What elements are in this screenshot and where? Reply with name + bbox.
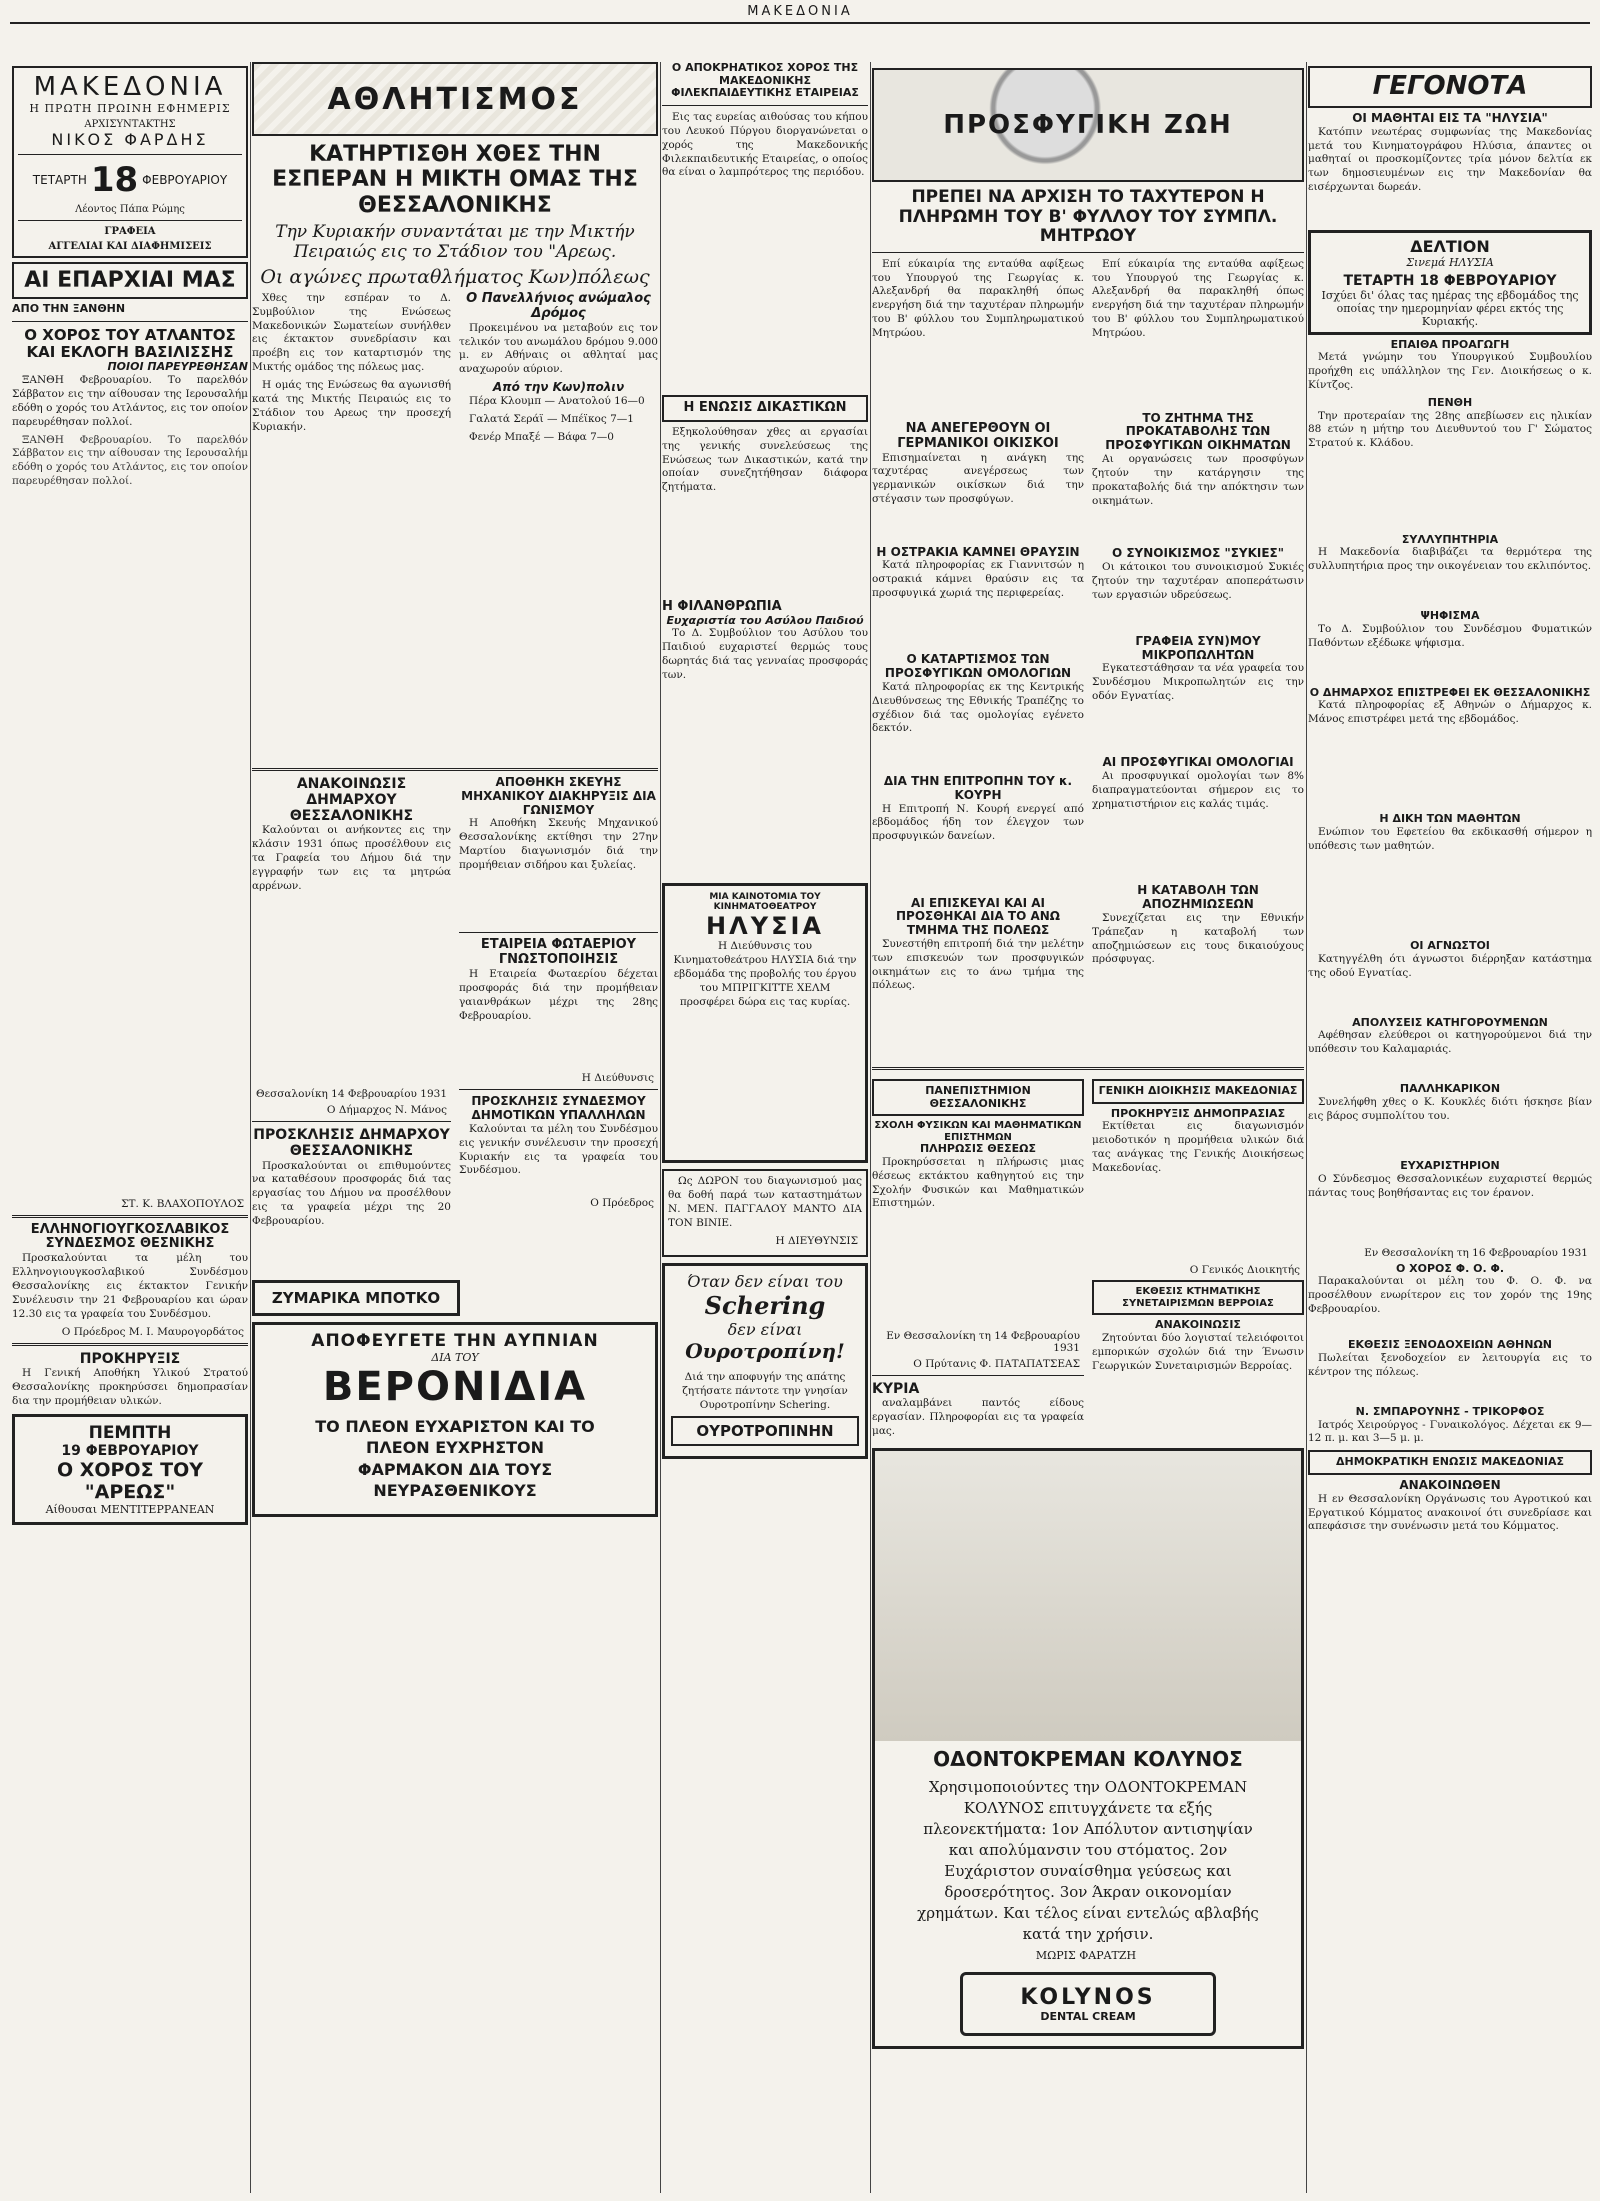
- announce-date: Θεσσαλονίκη 14 Φεβρουαρίου 1931: [256, 1088, 447, 1101]
- announce-text: Καλούνται οι ανήκοντες εις την κλάσιν 1931 όπως προσέλθουν εις τα Γραφεία του Δήμου διά την εγγραφήν των εις τα μητρώα αρρένων.: [252, 824, 451, 892]
- union-text: Εξηκολούθησαν χθες αι εργασίαι της γενικής συνελεύσεως της Ενώσεως των Δικαστικών, κατά την οποίαν συνεζητήθησαν διάφορα ζητήματα.: [662, 425, 868, 494]
- mourn-text: Την προτεραίαν της 28ης απεβίωσεν εις ηλικίαν 88 ετών η μήτηρ του Διευθυντού του Γ' Σώματος Στρατού κ. Κλάδου.: [1308, 409, 1592, 450]
- sports-banner: ΑΘΛΗΤΙΣΜΟΣ: [252, 62, 658, 136]
- kolynos-dealer: ΜΩΡΙΣ ΦΑΡΑΤΖΗ: [1035, 1949, 1137, 1963]
- offices-text: Εγκατεστάθησαν τα νέα γραφεία του Συνδέσμου Μικροπωλητών εις την οδόν Εγνατίας.: [1092, 662, 1304, 703]
- thanks-text: Ο Σύνδεσμος Θεσσαλονικέων ευχαριστεί θερμώς πάντας τους βοηθήσαντας εις τον έρανον.: [1308, 1172, 1592, 1199]
- univ-signature: Ο Πρύτανις Φ. ΠΑΤΑΠΑΤΣΕΑΣ: [913, 1357, 1080, 1370]
- refugees-text: Κατά πληροφορίας εκ της Κεντρικής Διευθύνσεως της Εθνικής Τραπέζης το σχέδιον διά τας ομολογίας εγένετο δεκτόν.: [872, 680, 1084, 735]
- masthead-saint: Λέοντος Πάπα Ρώμης: [75, 204, 185, 215]
- facts-header: ΓΕΓΟΝΟΤΑ: [1308, 66, 1592, 108]
- govt-text: Εκτίθεται εις διαγωνισμόν μειοδοτικόν η προμήθεια υλικών διά τας ανάγκας της Γενικής Διοικήσεως Μακεδονίας.: [1092, 1120, 1304, 1174]
- kolynos-tube: [960, 1972, 1216, 2036]
- masthead-founder: ΝΙΚΟΣ ΦΑΡΔΗΣ: [51, 130, 209, 149]
- masthead-date: [18, 160, 242, 200]
- refugee-body: [872, 258, 1304, 1062]
- kolynos-text: Χρησιμοποιούντες την ΟΔΟΝΤΟΚΡΕΜΑΝ ΚΟΛΥΝΟΣ επιτυγχάνετε τα εξής πλεονεκτήματα: 1ον Απόλυτον αντισηψίαν και απολύμανσιν του στόματος. 2ον Ευχάριστον συναίσθημα γεύσεως και δροσερότητος. 3ον Άκραν οικονομίαν χρημάτων. Και τέλος είναι εντελώς αβλαβής κατά την χρήσιν.: [917, 1778, 1259, 1944]
- constantinople-headline: Από την Κων)πολιν: [492, 380, 625, 395]
- insomnia-line: ΑΠΟΦΕΥΓΕΤΕ ΤΗΝ ΑΥΠΝΙΑΝ: [311, 1330, 599, 1351]
- pasta-ad: [252, 1280, 460, 1316]
- hellenic-text: Προσκαλούνται τα μέλη του Ελληνογιουγκοσλαβικού Συνδέσμου Θεσσαλονίκης εις έκτακτον Γενικήν Συνέλευσιν την 21 Φεβρουαρίου και ώραν 12.30 εις τα γραφεία του Συνδέσμου.: [12, 1252, 248, 1320]
- univ-text: Προκηρύσσεται η πλήρωσις μιας θέσεως εκτάκτου καθηγητού εις την Σχολήν Φυσικών και Μαθηματικών Επιστημών.: [872, 1155, 1084, 1210]
- condolences-text: Η Μακεδονία διαβιβάζει τα θερμότερα της συλλυπητήρια προς την οικογένειαν του εκλιπόντος.: [1308, 546, 1592, 573]
- announce-headline: ΑΝΑΚΟΙΝΩΣΙΣ ΔΗΜΑΡΧΟΥ ΘΕΣΣΑΛΟΝΙΚΗΣ: [289, 776, 414, 825]
- column-rule: [1306, 62, 1307, 2193]
- column-rule: [870, 62, 871, 2193]
- masthead-title: ΜΑΚΕΔΟΝΙΑ: [33, 72, 227, 102]
- atlantic-text: ΞΑΝΘΗ Φεβρουαρίου. Το παρελθόν Σάββατον εις την αίθουσαν της Ιερουσαλήμ εδόθη ο χορός του Ατλάντος, εις τον οποίον παρευρέθησαν πολλοί.: [12, 374, 248, 428]
- student-trial-text: Ενώπιον του Εφετείου θα εκδικασθή σήμερον η υπόθεσις των μαθητών.: [1308, 826, 1592, 852]
- marathon-text: Προκειμένου να μεταβούν εις τον τελικόν του ανωμάλου δρόμου 9.000 μ. εν Αθήναις οι αθληταί μας αναχωρούν αύριον.: [459, 321, 658, 376]
- repairs-headline: ΑΙ ΕΠΙΣΚΕΥΑΙ ΚΑΙ ΑΙ ΠΡΟΣΘΗΚΑΙ ΔΙΑ ΤΟ ΑΝΩ ΤΜΗΜΑ ΤΗΣ ΠΟΛΕΩΣ: [895, 895, 1061, 938]
- ares-ad-venue: Αίθουσαι ΜΕΝΤΙΤΕΡΡΑΝΕΑΝ: [45, 1503, 215, 1517]
- democratic-union-headline: ΔΗΜΟΚΡΑΤΙΚΗ ΕΝΩΣΙΣ ΜΑΚΕΔΟΝΙΑΣ: [1308, 1450, 1592, 1475]
- charity-text: Το Δ. Συμβούλιον του Ασύλου του Παιδιού ευχαριστεί θερμώς τους δωρητάς διά τας γενναίας προσφοράς των.: [662, 627, 868, 682]
- column-rule: [660, 62, 661, 2193]
- atlantic-subhead: ΠΟΙΟΙ ΠΑΡΕΥΡΕΘΗΣΑΝ: [107, 360, 248, 374]
- gift-signature: Η ΔΙΕΥΘΥΝΣΙΣ: [775, 1234, 858, 1247]
- hellenic-headline: ΕΛΛΗΝΟΓΙΟΥΓΚΟΣΛΑΒΙΚΟΣ ΣΥΝΔΕΣΜΟΣ ΘΕΣΝΙΚΗΣ: [30, 1221, 230, 1252]
- column-5: [1308, 62, 1592, 2193]
- games-headline: Οι αγώνες πρωταθλήματος Κων)πόλεως: [260, 265, 650, 288]
- veronidia-ad: [252, 1322, 658, 1517]
- fof-dance-text: Παρακαλούνται οι μέλη του Φ. Ο. Φ. να προσέλθουν ενωρίτερον εις τον χορόν της 19ης Φεβρουαρίου.: [1308, 1275, 1592, 1316]
- sports-subhead: Την Κυριακήν συναντάται με την Μικτήν Πειραιώς εις το Στάδιον του "Αρεως.: [275, 221, 635, 262]
- brave-text: Συνελήφθη χθες ο Κ. Κουκλές διότι ήσκησε βίαν εις βάρος συμπολίτου του.: [1308, 1096, 1592, 1122]
- xanthi-signature: ΣΤ. Κ. ΒΛΑΧΟΠΟΥΛΟΣ: [121, 1197, 244, 1210]
- mayor-headline: Ο ΔΗΜΑΡΧΟΣ ΕΠΙΣΤΡΕΦΕΙ ΕΚ ΘΕΣΣΑΛΟΝΙΚΗΣ: [1309, 685, 1591, 699]
- pasta-ad-title: ΖΥΜΑΡΙΚΑ ΜΠΟΤΚΟ: [271, 1288, 441, 1307]
- hellenic-signature: Ο Πρόεδρος Μ. Ι. Μαυρογορδάτος: [61, 1325, 244, 1338]
- gas-headline: ΕΤΑΙΡΕΙΑ ΦΩΤΑΕΡΙΟΥ ΓΝΩΣΤΟΠΟΙΗΣΙΣ: [480, 937, 637, 968]
- column-2: [252, 62, 658, 2193]
- kolynos-illustration: [875, 1451, 1301, 1741]
- vote-text: Το Δ. Συμβούλιον του Συνδέσμου Φυματικών Παθόντων εξέδωκε ψήφισμα.: [1308, 622, 1592, 649]
- govt-signature: Ο Γενικός Διοικητής: [1189, 1264, 1300, 1277]
- bulletin-date: ΤΕΤΑΡΤΗ 18 ΦΕΒΡΟΥΑΡΙΟΥ: [1343, 272, 1557, 289]
- notices-body: [252, 776, 658, 1273]
- tender-headline: ΠΡΟΚΗΡΥΞΙΣ: [79, 1350, 181, 1367]
- kouri-headline: ΔΙΑ ΤΗΝ ΕΠΙΤΡΟΠΗΝ ΤΟΥ κ. ΚΟΥΡΗ: [883, 773, 1073, 802]
- kouri-text: Η Επιτροπή Ν. Κουρή ενεργεί από εβδομάδος ήδη τον έλεγχον των προσφυγικών δανείων.: [872, 802, 1084, 843]
- charity-headline: Η ΦΙΛΑΝΘΡΩΠΙΑ: [662, 598, 782, 614]
- sports-body: [252, 292, 658, 763]
- fof-dance-headline: Ο ΧΟΡΟΣ Φ. Ο. Φ.: [1395, 1261, 1505, 1275]
- mech-text: Η Αποθήκη Σκευής Μηχανικού Θεσσαλονίκης εκτίθησι την 27ην Μαρτίου διαγωνισμόν διά την προμήθειαν σιδήρου και ξυλείας.: [459, 817, 658, 872]
- refugee-text-continued: Επί εύκαιρία της ενταύθα αφίξεως του Υπουργού της Γεωργίας κ. Αλεξανδρή θα παρακληθή όπως ενεργήση διά την ταχυτέραν πληρωμήν του Β' φύλλου του Συμπληρωματικού Μητρώου.: [1092, 257, 1304, 339]
- unknown-text: Κατηγγέλθη ότι άγνωστοι διέρρηξαν κατάστημα της οδού Εγνατίας.: [1308, 952, 1592, 979]
- civil-headline: ΠΡΟΣΚΛΗΣΙΣ ΣΥΝΔΕΣΜΟΥ ΔΗΜΟΤΙΚΩΝ ΥΠΑΛΛΗΛΩΝ: [471, 1094, 646, 1123]
- thanks-headline: ΕΥΧΑΡΙΣΤΗΡΙΟΝ: [1400, 1159, 1500, 1173]
- condolences-headline: ΣΥΛΛΥΠΗΤΗΡΙΑ: [1401, 532, 1499, 546]
- gift-text: Ως ΔΩΡΟΝ του διαγωνισμού μας θα δοθή παρά των καταστημάτων Ν. ΜΕΝ. ΠΑΓΓΑΛΟΥ ΜΑΝΤΟ ΔΙΑ ΤΟΝ ΒΙΝΙΕ.: [668, 1175, 862, 1230]
- column-1: [12, 62, 248, 2193]
- univ-subhead-2: ΠΛΗΡΩΣΙΣ ΘΕΣΕΩΣ: [919, 1142, 1037, 1156]
- invite-text: Προσκαλούνται οι επιθυμούντες να καταθέσουν προσφοράς διά τας εργασίας του Δήμου να προσέλθουν εις τα γραφεία μέχρι της 20 Φεβρουαρίου.: [252, 1159, 451, 1227]
- bulletin-subtitle: Σινεμά ΗΛΥΣΙΑ: [1406, 255, 1494, 269]
- result-line: Πέρα Κλουμπ — Ανατολού 16—0: [469, 395, 645, 407]
- unknown-headline: ΟΙ ΑΓΝΩΣΤΟΙ: [1410, 939, 1490, 953]
- tender-text: Η Γενική Αποθήκη Υλικού Στρατού Θεσσαλονίκης προκηρύσσει δημοπρασίαν δια την προμήθειαν υλικών.: [12, 1366, 248, 1407]
- student-trial-headline: Η ΔΙΚΗ ΤΩΝ ΜΑΘΗΤΩΝ: [1379, 812, 1521, 826]
- masthead-month: ΦΕΒΡΟΥΑΡΙΟΥ: [142, 173, 228, 187]
- union-headline: Η ΕΝΩΣΙΣ ΔΙΚΑΣΤΙΚΩΝ: [662, 395, 868, 422]
- ostraka-text: Κατά πληροφορίας εκ Γιαννιτσών η οστρακιά κάμνει θραύσιν εις τα προσφυγικά χωριά της περιφερείας.: [872, 559, 1084, 600]
- marathon-headline: Ο Πανελλήνιος ανώμαλος Δρόμος: [466, 290, 651, 321]
- kolynos-ad: [872, 1448, 1304, 2049]
- section-provinces: ΑΙ ΕΠΑΡΧΙΑΙ ΜΑΣ: [12, 262, 248, 299]
- sykies-headline: Ο ΣΥΝΟΙΚΙΣΜΟΣ "ΣΥΚΙΕΣ": [1111, 546, 1284, 561]
- masthead-date-number: 18: [90, 160, 139, 200]
- mourn-headline: ΠΕΝΘΗ: [1427, 395, 1473, 409]
- ares-dance-ad: [12, 1414, 248, 1525]
- dance-text: Εις τας ευρείας αιθούσας του κήπου του Λευκού Πύργου διοργανώνεται ο χορός της Μακεδονικής Φιλεκπαιδευτικής Εταιρείας, ο οποίος θα είναι ο λαμπρότερος της περιόδου.: [662, 110, 868, 179]
- kolynos-tube-brand: KOLYNOS: [1020, 1985, 1156, 2011]
- ares-ad-date: 19 ΦΕΒΡΟΥΑΡΙΟΥ: [61, 1443, 199, 1460]
- release-headline: ΑΠΟΛΥΣΕΙΣ ΚΑΤΗΓΟΡΟΥΜΕΝΩΝ: [1352, 1015, 1548, 1029]
- result-line: Γαλατά Σεράϊ — Μπέϊκος 7—1: [469, 412, 634, 425]
- result-line: Φενέρ Μπαξέ — Βάφα 7—0: [469, 430, 614, 443]
- cinema-small: ΜΙΑ ΚΑΙΝΟΤΟΜΙΑ ΤΟΥ ΚΙΝΗΜΑΤΟΘΕΑΤΡΟΥ: [709, 892, 821, 913]
- cinema-ad: [662, 883, 868, 1163]
- civil-text: Καλούνται τα μέλη του Συνδέσμου εις γενικήν συνέλευσιν την προσεχή Κυριακήν εις τα γραφεία του Συνδέσμου.: [459, 1122, 658, 1177]
- compensation-text: Συνεχίζεται εις την Εθνικήν Τράπεζαν η καταβολή των αποζημιώσεων εις τους δικαιούχους πρόσφυγας.: [1092, 911, 1304, 966]
- masthead-ads: ΑΓΓΕΛΙΑΙ ΚΑΙ ΔΙΑΦΗΜΙΣΕΙΣ: [48, 241, 212, 252]
- cinema-name: ΗΛΥΣΙΑ: [706, 912, 824, 941]
- bulletin-text: Ισχύει δι' όλας τας ημέρας της εβδομάδος της οποίας την ημερομηνίαν φέρει εκτός της Κυριακής.: [1321, 288, 1579, 328]
- bulletin-title: ΔΕΛΤΙΟΝ: [1410, 236, 1490, 256]
- refugee-life-title: ΠΡΟΣΦΥΓΙΚΗ ΖΩΗ: [943, 110, 1233, 140]
- refugees-headline: Ο ΚΑΤΑΡΤΙΣΜΟΣ ΤΩΝ ΠΡΟΣΦΥΓΙΚΩΝ ΟΜΟΛΟΓΙΩΝ: [884, 652, 1072, 681]
- veria-text: Ζητούνται δύο λογισταί τελειόφοιτοι εμπορικών σχολών διά την Ένωσιν Γεωργικών Συνεταιρισμών Βερροίας.: [1092, 1331, 1304, 1372]
- kolynos-tube-sub: DENTAL CREAM: [1040, 2010, 1136, 2024]
- thanks-date: Εν Θεσσαλονίκη τη 16 Φεβρουαρίου 1931: [1364, 1246, 1588, 1259]
- bulletin: [1308, 230, 1592, 335]
- kyria-headline: ΚΥΡΙΑ: [872, 1380, 920, 1397]
- students-headline: ΟΙ ΜΑΘΗΤΑΙ ΕΙΣ ΤΑ "ΗΛΥΣΙΑ": [1352, 110, 1548, 125]
- germans-headline: ΝΑ ΑΝΕΓΕΡΘΟΥΝ ΟΙ ΓΕΡΜΑΝΙΚΟΙ ΟΙΚΙΣΚΟΙ: [897, 420, 1059, 451]
- hotel-text: Πωλείται ξενοδοχείον εν λειτουργία εις το κέντρον της πόλεως.: [1308, 1351, 1592, 1378]
- notices-lower: [872, 1075, 1304, 1443]
- prepay-headline: ΤΟ ΖΗΤΗΜΑ ΤΗΣ ΠΡΟΚΑΤΑΒΟΛΗΣ ΤΩΝ ΠΡΟΣΦΥΓΙΚΩΝ ΟΙΚΗΜΑΤΩΝ: [1105, 410, 1291, 453]
- insomnia-claim: ΤΟ ΠΛΕΟΝ ΕΥΧΑΡΙΣΤΟΝ ΚΑΙ ΤΟ ΠΛΕΟΝ ΕΥΧΡΗΣΤΟΝ ΦΑΡΜΑΚΟΝ ΔΙΑ ΤΟΥΣ ΝΕΥΡΑΣΘΕΝΙΚΟΥΣ: [315, 1416, 595, 1501]
- gas-signature: Η Διεύθυνσις: [581, 1072, 654, 1085]
- top-rule: [10, 22, 1590, 24]
- atlantic-text-continued: ΞΑΝΘΗ Φεβρουαρίου. Το παρελθόν Σάββατον εις την αίθουσαν της Ιερουσαλήμ εδόθη ο χορός του Ατλάντος, εις τον οποίον παρευρέθησαν πολλοί.: [12, 433, 248, 488]
- gas-text: Η Εταιρεία Φωταερίου δέχεται προσφοράς διά την προμήθειαν γαιανθράκων μέχρι της 28ης Φεβρουαρίου.: [459, 968, 658, 1022]
- offices-headline: ΓΡΑΦΕΙΑ ΣΥΝ)ΜΟΥ ΜΙΚΡΟΠΩΛΗΤΩΝ: [1135, 633, 1261, 662]
- refugee-life-banner: [872, 68, 1304, 182]
- ares-ad-day: ΠΕΜΠΤΗ: [88, 1423, 172, 1444]
- masthead-founder-label: ΑΡΧΙΣΥΝΤΑΚΤΗΣ: [84, 119, 176, 130]
- running-head: ΜΑΚΕΔΟΝΙΑ: [747, 4, 853, 19]
- hotel-headline: ΕΚΘΕΣΙΣ ΞΕΝΟΔΟΧΕΙΩΝ ΑΘΗΝΩΝ: [1347, 1338, 1553, 1352]
- sports-text-b: Η ομάς της Ενώσεως θα αγωνισθή κατά της Μικτής Πειραιώς εις το Στάδιον του Αρεως την προσεχή Κυριακήν.: [252, 379, 451, 433]
- kyria-text: αναλαμβάνει παντός είδους εργασίαν. Πληροφορίαι εις τα γραφεία μας.: [872, 1396, 1084, 1437]
- mech-headline: ΑΠΟΘΗΚΗ ΣΚΕΥΗΣ ΜΗΧΑΝΙΚΟΥ ΔΙΑΚΗΡΥΞΙΣ ΔΙΑ ΓΩΝΙΣΜΟΥ: [461, 775, 656, 817]
- urotropin-box: ΟΥΡΟΤΡΟΠΙΝΗΝ: [671, 1416, 859, 1446]
- schering-line-1: Όταν δεν είναι του: [687, 1271, 843, 1291]
- students-text: Κατόπιν νεωτέρας συμφωνίας της Μακεδονίας μετά του Κινηματογράφου Ηλύσια, άπαντες οι μαθηταί οι προσκομίζοντες τρία μόνον δελτία εκ των δημοσιευμένων εις την Μακεδονίαν θα εισέρχωνται δωρεάν.: [1308, 125, 1592, 194]
- from-xanthi: ΑΠΟ ΤΗΝ ΞΑΝΘΗΝ: [12, 302, 126, 316]
- schering-line-2: δεν είναι: [727, 1319, 803, 1339]
- univ-subhead: ΣΧΟΛΗ ΦΥΣΙΚΩΝ ΚΑΙ ΜΑΘΗΜΑΤΙΚΩΝ ΕΠΙΣΤΗΜΩΝ: [874, 1120, 1082, 1143]
- column-4: [872, 62, 1304, 2193]
- announce-signature: Ο Δήμαρχος Ν. Μάνος: [326, 1104, 447, 1117]
- invite-headline: ΠΡΟΣΚΛΗΣΙΣ ΔΗΜΑΡΧΟΥ ΘΕΣΣΑΛΟΝΙΚΗΣ: [253, 1127, 450, 1160]
- bonds-text: Αι προσφυγικαί ομολογίαι των 8% διαπραγματεύονται σήμερον εις το χρηματιστήριον εις καλάς τιμάς.: [1092, 770, 1304, 810]
- govt-subhead: ΠΡΟΚΗΡΥΞΙΣ ΔΗΜΟΠΡΑΣΙΑΣ: [1110, 1106, 1286, 1120]
- schering-brand: Schering: [704, 1290, 826, 1320]
- masthead-tagline: Η ΠΡΩΤΗ ΠΡΩΙΝΗ ΕΦΗΜΕΡΙΣ: [29, 102, 231, 115]
- civil-signature: Ο Πρόεδρος: [590, 1196, 654, 1209]
- veria-subhead: ΑΝΑΚΟΙΝΩΣΙΣ: [1155, 1318, 1241, 1332]
- schering-text: Διά την αποφυγήν της απάτης ζητήσατε πάντοτε την γνησίαν Ουροτροπίνην Schering.: [682, 1370, 848, 1411]
- democratic-union-text: Η εν Θεσσαλονίκη Οργάνωσις του Αγροτικού και Εργατικού Κόμματος ανακοινοί ότι συνεδρίασε και απεφάσισε την συνένωσιν μετά του Κόμματος.: [1308, 1492, 1592, 1533]
- refugee-text: Επί εύκαιρία της ενταύθα αφίξεως του Υπουργού της Γεωργίας κ. Αλεξανδρή θα παρακληθή όπως ενεργήση διά την ταχυτέραν πληρωμήν του Β' φύλλου του Συμπληρωματικού Μητρώου.: [872, 257, 1084, 339]
- insomnia-via: ΔΙΑ ΤΟΥ: [431, 1350, 479, 1364]
- promo-headline: ΕΠΑΙΘΑ ΠΡΟΑΓΩΓΗ: [1390, 337, 1510, 351]
- ostraka-headline: Η ΟΣΤΡΑΚΙΑ ΚΑΜΝΕΙ ΘΡΑΥΣΙΝ: [876, 544, 1080, 559]
- compensation-headline: Η ΚΑΤΑΒΟΛΗ ΤΩΝ ΑΠΟΖΗΜΙΩΣΕΩΝ: [1137, 883, 1259, 912]
- masthead-day: ΤΕΤΑΡΤΗ: [32, 173, 87, 187]
- repairs-text: Συνεστήθη επιτροπή διά την μελέτην των επισκευών των προσφυγικών οικημάτων εις το άνω τμήμα της πόλεως.: [872, 937, 1084, 992]
- ares-ad-title: Ο ΧΟΡΟΣ ΤΟΥ "ΑΡΕΩΣ": [56, 1459, 204, 1504]
- release-text: Αφέθησαν ελεύθεροι οι κατηγορούμενοι διά την υπόθεσιν του Καλαμαριάς.: [1308, 1029, 1592, 1056]
- doctor-text: Ιατρός Χειρούργος - Γυναικολόγος. Δέχεται εκ 9—12 π. μ. και 3—5 μ. μ.: [1308, 1418, 1592, 1445]
- doctor-headline: Ν. ΣΜΠΑΡΟΥΝΗΣ - ΤΡΙΚΟΡΦΟΣ: [1355, 1404, 1545, 1418]
- masthead: [12, 66, 248, 258]
- insomnia-brand: ΒΕΡΟΝΙΔΙΑ: [322, 1363, 588, 1410]
- germans-text: Επισημαίνεται η ανάγκη της ταχυτέρας ανεγέρσεως των γερμανικών οικίσκων διά την στέγασιν των προσφύγων.: [872, 451, 1084, 506]
- column-3: [662, 62, 868, 2193]
- democratic-union-subhead: ΑΝΑΚΟΙΝΩΘΕΝ: [1399, 1477, 1501, 1492]
- dance-headline: Ο ΑΠΟΚΡΗΑΤΙΚΟΣ ΧΟΡΟΣ ΤΗΣ ΜΑΚΕΔΟΝΙΚΗΣ ΦΙΛΕΚΠΑΙΔΕΥΤΙΚΗΣ ΕΤΑΙΡΕΙΑΣ: [671, 62, 859, 100]
- bonds-headline: ΑΙ ΠΡΟΣΦΥΓΙΚΑΙ ΟΜΟΛΟΓΙΑΙ: [1102, 755, 1294, 770]
- promo-text: Μετά γνώμην του Υπουργικού Συμβουλίου προήχθη εις υπάλληλον της Γεν. Διοικήσεως ο κ. Κίντζος.: [1308, 351, 1592, 392]
- sports-headline: ΚΑΤΗΡΤΙΣΘΗ ΧΘΕΣ ΤΗΝ ΕΣΠΕΡΑΝ Η ΜΙΚΤΗ ΟΜΑΣ ΤΗΣ ΘΕΣΣΑΛΟΝΙΚΗΣ: [272, 142, 638, 218]
- univ-date: Εν Θεσσαλονίκη τη 14 Φεβρουαρίου 1931: [886, 1329, 1080, 1354]
- atlantic-headline: Ο ΧΟΡΟΣ ΤΟΥ ΑΤΛΑΝΤΟΣ ΚΑΙ ΕΚΛΟΓΗ ΒΑΣΙΛΙΣΣΗΣ: [24, 325, 236, 362]
- column-rule: [250, 62, 251, 2193]
- schering-ad: [662, 1263, 868, 1460]
- cinema-text: Η Διεύθυνσις του Κινηματοθεάτρου ΗΛΥΣΙΑ διά την εβδομάδα της προβολής του έργου του ΜΠΡΙΓΚΙΤΤΕ ΧΕΛΜ προσφέρει δώρα εις τας κυρίας.: [673, 940, 857, 1008]
- kolynos-title: ΟΔΟΝΤΟΚΡΕΜΑΝ ΚΟΛΥΝΟΣ: [933, 1747, 1243, 1772]
- masthead-offices: ΓΡΑΦΕΙΑ: [104, 226, 156, 237]
- sports-text-a: Χθες την εσπέραν το Δ. Συμβούλιον της Ενώσεως Μακεδονικών Σωματείων συνήλθεν εις έκτακτον συνεδρίασιν και προέβη εις τον καταρτισμόν της Μικτής ομάδος της πόλεως μας.: [252, 291, 451, 374]
- gift-notice: [662, 1169, 868, 1256]
- vote-headline: ΨΗΦΙΣΜΑ: [1420, 609, 1480, 623]
- mayor-text: Κατά πληροφορίας εξ Αθηνών ο Δήμαρχος κ. Μάνος επιστρέφει μετά της εβδομάδος.: [1308, 699, 1592, 726]
- schering-product: Ουροτροπίνη!: [685, 1338, 845, 1363]
- veria-headline: ΕΚΘΕΣΙΣ ΚΤΗΜΑΤΙΚΗΣ ΣΥΝΕΤΑΙΡΙΣΜΩΝ ΒΕΡΡΟΙΑΣ: [1092, 1280, 1304, 1315]
- univ-headline: ΠΑΝΕΠΙΣΤΗΜΙΟΝ ΘΕΣΣΑΛΟΝΙΚΗΣ: [872, 1079, 1084, 1116]
- charity-subhead: Ευχαριστία του Ασύλου Παιδιού: [666, 613, 864, 627]
- refugee-headline: ΠΡΕΠΕΙ ΝΑ ΑΡΧΙΣΗ ΤΟ ΤΑΧΥΤΕΡΟΝ Η ΠΛΗΡΩΜΗ ΤΟΥ Β' ΦΥΛΛΟΥ ΤΟΥ ΣΥΜΠΛ. ΜΗΤΡΩΟΥ: [898, 187, 1278, 247]
- govt-headline: ΓΕΝΙΚΗ ΔΙΟΙΚΗΣΙΣ ΜΑΚΕΔΟΝΙΑΣ: [1092, 1079, 1304, 1104]
- sykies-text: Οι κάτοικοι του συνοικισμού Συκιές ζητούν την ταχυτέραν αποπεράτωσιν των εργασιών υδρεύσεως.: [1092, 560, 1304, 601]
- prepay-text: Αι οργανώσεις των προσφύγων ζητούν την κατάργησιν της προκαταβολής διά την απόκτησιν των οικημάτων.: [1092, 453, 1304, 507]
- brave-headline: ΠΑΛΛΗΚΑΡΙΚΟΝ: [1399, 1082, 1501, 1096]
